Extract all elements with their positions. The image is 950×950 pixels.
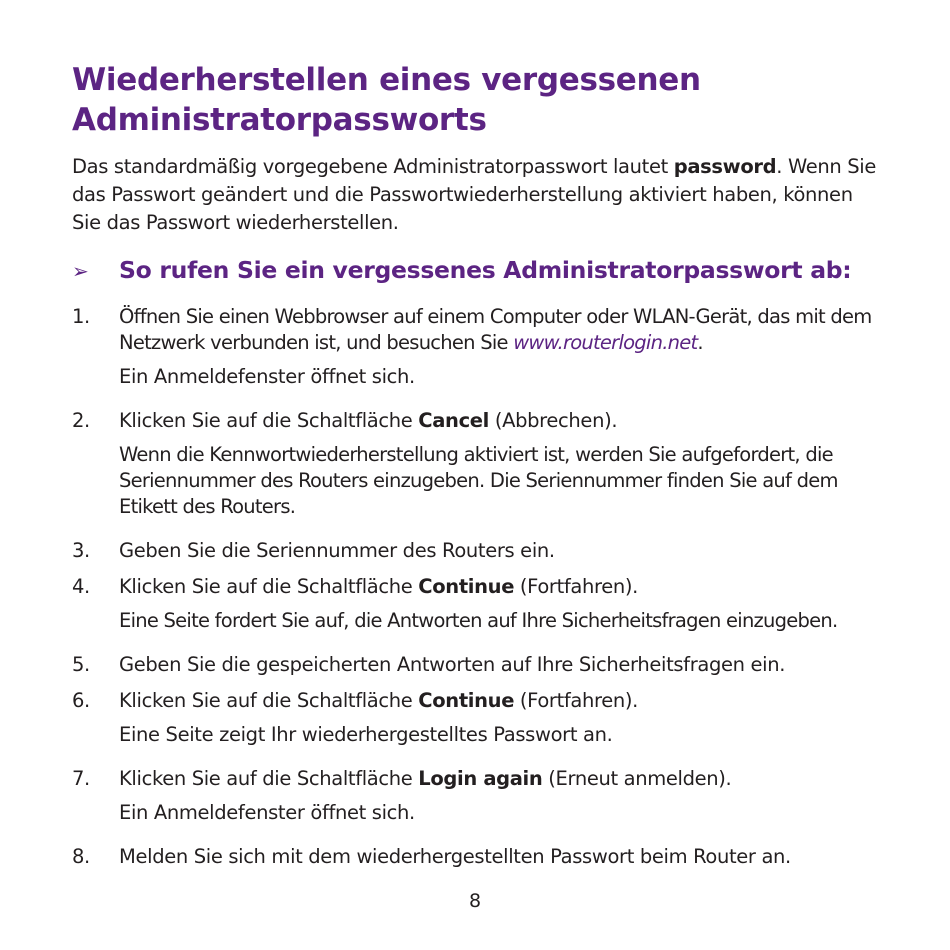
- step-text-after: (Fortfahren).: [514, 575, 639, 598]
- page-title: [72, 60, 882, 140]
- step-number: 3.: [72, 539, 90, 562]
- step-text-after: (Abbrechen).: [489, 409, 618, 432]
- step-result: Wenn die Kennwortwiederherstellung aktiviert ist, werden Sie aufgefordert, die Seriennummer des Routers einzugeben. Die Seriennummer finden Sie auf dem Etikett des Routers.: [119, 443, 838, 518]
- page-title-line1: Wiederherstellen eines vergessenen: [72, 62, 701, 98]
- step-text-after: .: [697, 331, 703, 354]
- step-text-before: Klicken Sie auf die Schaltfläche: [119, 409, 419, 432]
- step-text: Melden Sie sich mit dem wiederhergestellten Passwort beim Router an.: [119, 845, 791, 868]
- step-result: Ein Anmeldefenster öffnet sich.: [119, 365, 415, 388]
- page-title-line2: Administratorpassworts: [72, 102, 487, 138]
- step-text-before: Klicken Sie auf die Schaltfläche: [119, 575, 419, 598]
- step-text: [119, 574, 882, 600]
- list-item: [72, 844, 882, 870]
- list-item: [72, 688, 882, 748]
- list-item: [72, 652, 882, 678]
- page-content: [72, 60, 882, 870]
- step-text: [119, 408, 882, 434]
- step-text: [119, 766, 882, 792]
- step-text: Geben Sie die gespeicherten Antworten auf Ihre Sicherheitsfragen ein.: [119, 653, 786, 676]
- steps-list: [72, 304, 882, 870]
- step-text-after: (Erneut anmelden).: [542, 767, 732, 790]
- step-result: Ein Anmeldefenster öffnet sich.: [119, 801, 415, 824]
- login-again-label: Login again: [418, 767, 543, 790]
- list-item: [72, 304, 882, 390]
- list-item: [72, 574, 882, 634]
- intro-text-before: Das standardmäßig vorgegebene Administratorpasswort lautet: [72, 155, 674, 178]
- cancel-label: Cancel: [418, 409, 490, 432]
- list-item: [72, 538, 882, 564]
- list-item: [72, 766, 882, 826]
- procedure-title: So rufen Sie ein vergessenes Administratorpasswort ab:: [119, 256, 852, 284]
- procedure-heading: [72, 253, 882, 288]
- step-text-before: Klicken Sie auf die Schaltfläche: [119, 689, 419, 712]
- step-text: Geben Sie die Seriennummer des Routers ein.: [119, 539, 555, 562]
- step-result: Eine Seite fordert Sie auf, die Antworten auf Ihre Sicherheitsfragen einzugeben.: [119, 609, 838, 632]
- step-number: 6.: [72, 689, 90, 712]
- default-password: password: [673, 155, 777, 178]
- page-number: 8: [468, 890, 482, 912]
- intro-text-after: . Wenn Sie das Passwort geändert und die Passwortwiederherstellung aktiviert haben, können Sie das Passwort wiederherstellen.: [72, 155, 877, 234]
- list-item: [72, 408, 882, 520]
- router-login-link[interactable]: www.routerlogin.net: [513, 331, 698, 354]
- step-number: 2.: [72, 409, 90, 432]
- step-number: 1.: [72, 305, 90, 328]
- intro-paragraph: [72, 153, 882, 237]
- step-number: 5.: [72, 653, 90, 676]
- continue-label: Continue: [418, 575, 515, 598]
- step-text-before: Klicken Sie auf die Schaltfläche: [119, 767, 419, 790]
- step-number: 7.: [72, 767, 90, 790]
- continue-label: Continue: [418, 689, 515, 712]
- step-result: Eine Seite zeigt Ihr wiederhergestelltes Passwort an.: [119, 723, 613, 746]
- step-text: [119, 688, 882, 714]
- step-number: 4.: [72, 575, 90, 598]
- arrow-bullet-icon: ➢: [72, 259, 89, 283]
- step-number: 8.: [72, 845, 90, 868]
- step-text: [119, 304, 882, 356]
- step-text-after: (Fortfahren).: [514, 689, 639, 712]
- step-text-before: Öffnen Sie einen Webbrowser auf einem Computer oder WLAN-Gerät, das mit dem Netzwerk verbunden ist, und besuchen Sie: [119, 305, 872, 354]
